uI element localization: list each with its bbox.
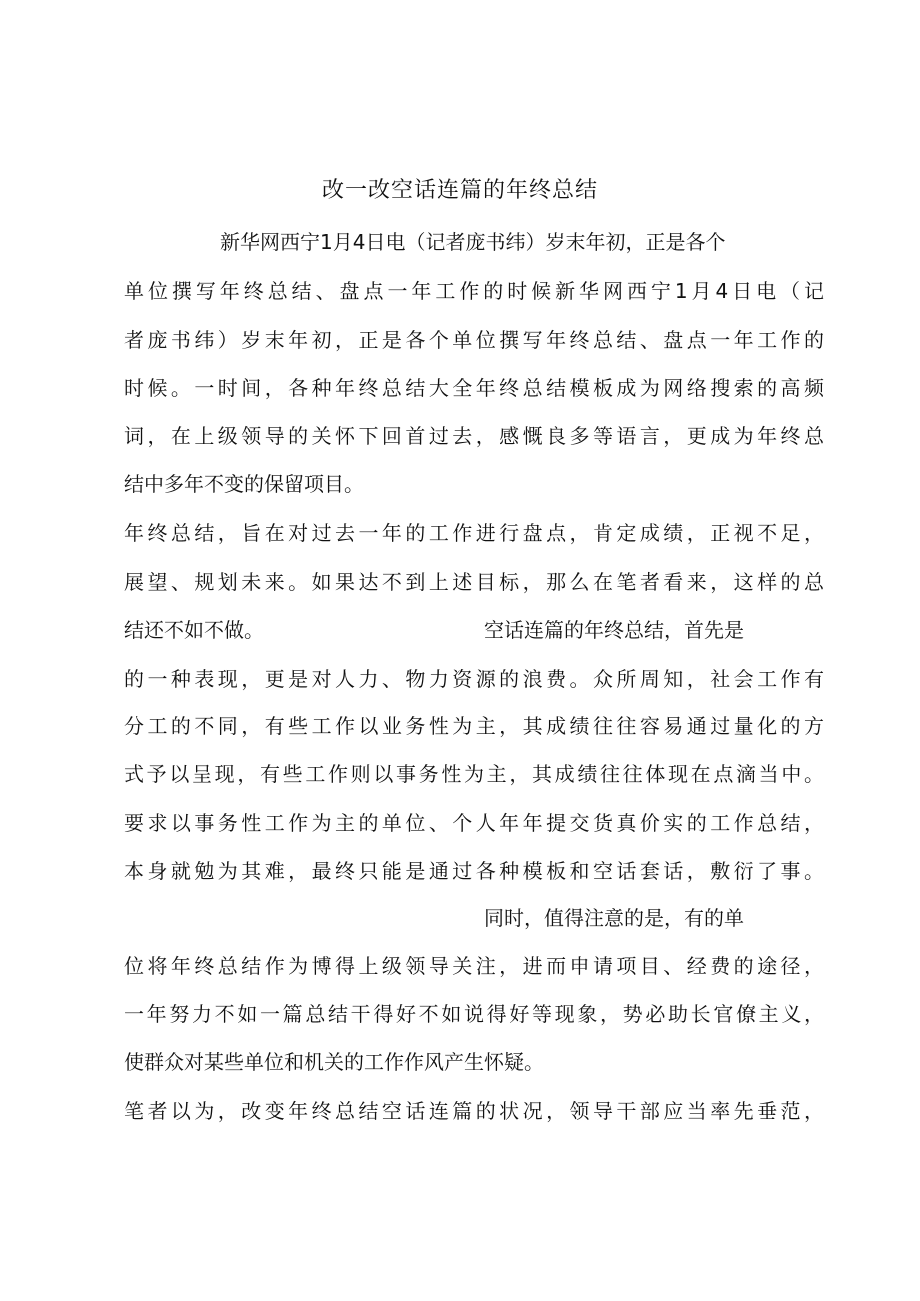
text-line: 本身就勉为其难，最终只能是通过各种模板和空话套话，敷衍了事。 xyxy=(124,859,824,883)
text-line: 笔者以为，改变年终总结空话连篇的状况，领导干部应当率先垂范， xyxy=(124,1099,824,1123)
text-line: 要求以事务性工作为主的单位、个人年年提交货真价实的工作总结， xyxy=(124,811,824,835)
text-line: 展望、规划未来。如果达不到上述目标，那么在笔者看来，这样的总 xyxy=(124,570,824,594)
text-line: 结还不如不做。 xyxy=(124,618,264,642)
text-line: 一年努力不如一篇总结干得好不如说得好等现象，势必助长官僚主义， xyxy=(124,1002,824,1026)
text-line: 同时，值得注意的是，有的单 xyxy=(484,906,744,930)
text-line: 的一种表现，更是对人力、物力资源的浪费。众所周知，社会工作有 xyxy=(124,667,824,691)
text-line: 者庞书纬）岁末年初，正是各个单位撰写年终总结、盘点一年工作的 xyxy=(124,328,824,352)
text-line: 位将年终总结作为博得上级领导关注，进而申请项目、经费的途径， xyxy=(124,954,824,978)
text-line: 年终总结，旨在对过去一年的工作进行盘点，肯定成绩，正视不足， xyxy=(124,521,824,545)
text-line: 词，在上级领导的关怀下回首过去，感慨良多等语言，更成为年终总 xyxy=(124,424,824,448)
text-line: 空话连篇的年终总结，首先是 xyxy=(484,618,744,642)
text-line: 式予以呈现，有些工作则以事务性为主，其成绩往往体现在点滴当中。 xyxy=(124,762,824,786)
text-line: 单位撰写年终总结、盘点一年工作的时候新华网西宁1月4日电（记 xyxy=(124,279,824,303)
text-line: 分工的不同，有些工作以业务性为主，其成绩往往容易通过量化的方 xyxy=(124,714,824,738)
text-line: 时候。一时间，各种年终总结大全年终总结模板成为网络搜索的高频 xyxy=(124,376,824,400)
text-line: 结中多年不变的保留项目。 xyxy=(124,472,364,496)
text-line: 新华网西宁1月4日电（记者庞书纬）岁末年初，正是各个 xyxy=(220,230,726,254)
document-title: 改一改空话连篇的年终总结 xyxy=(321,178,598,203)
text-line: 使群众对某些单位和机关的工作作风产生怀疑。 xyxy=(124,1050,544,1074)
